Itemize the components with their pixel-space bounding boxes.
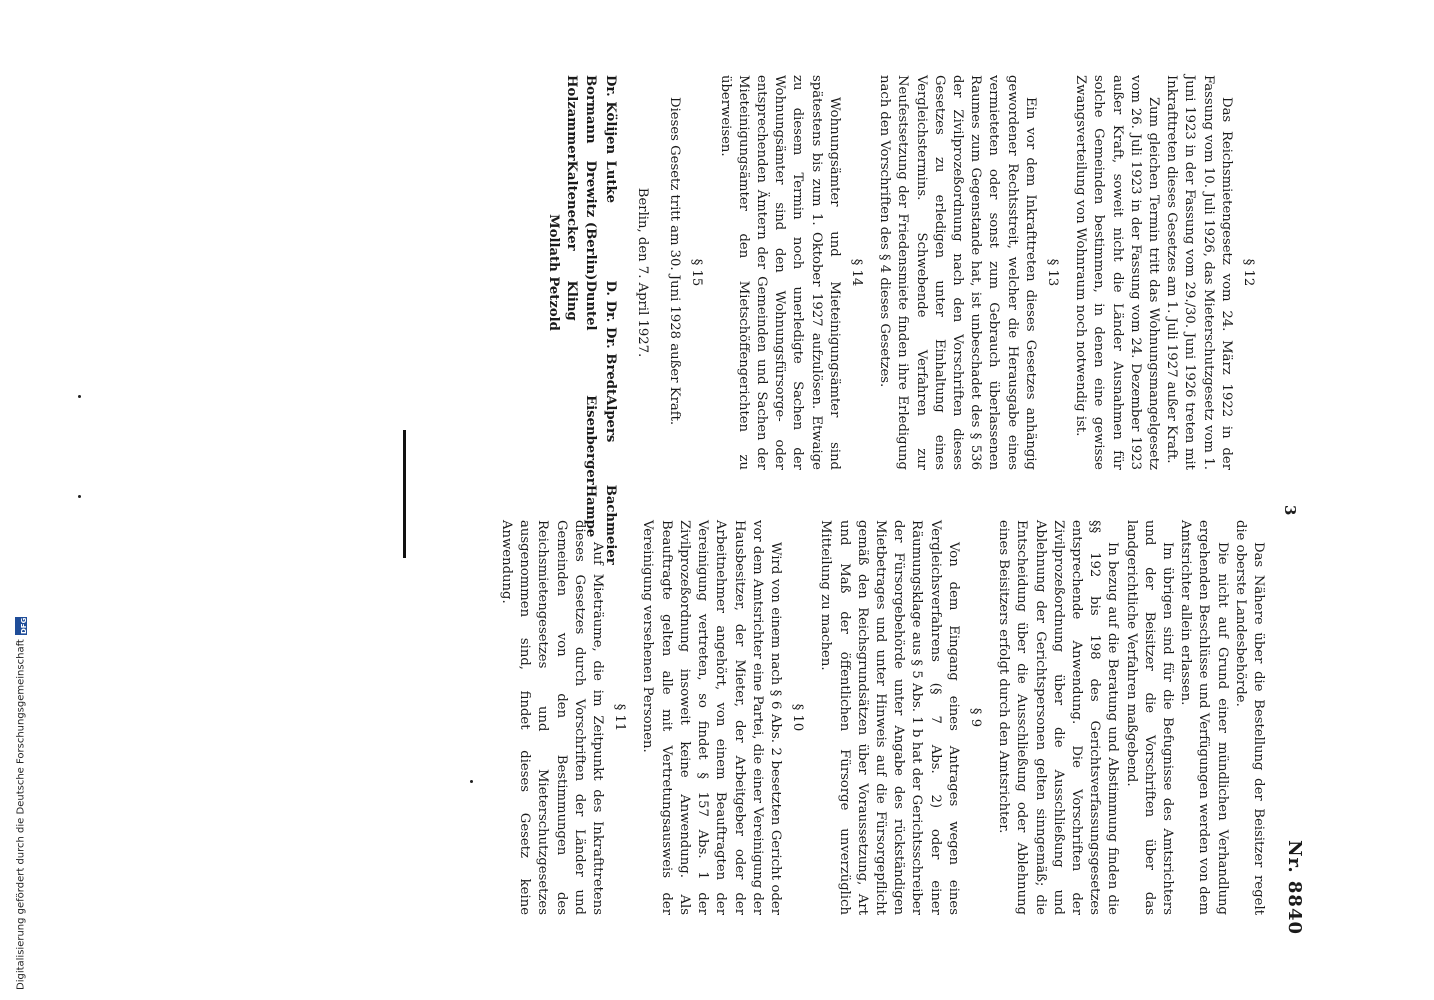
signatory-name: Dr. Kölijen	[602, 75, 618, 155]
paragraph: In bezug auf die Beratung und Abstimmung finden die §§ 192 bis 198 des Gerichtsverfassungsgesetzes entsprechende Anwendung. Die Vorschriften der Zivilprozeßordnung über die Ausschließung und Ablehnung der Gerichtspersonen gelten sinngemäß; die Entscheidung über die Ausschließung oder Ablehnung eines Beisitzers erfolgt durch den Amtsrichter.	[996, 520, 1121, 915]
signatory-name: Eisenberger	[583, 395, 599, 485]
paragraph: Ein vor dem Inkrafttreten dieses Gesetzes anhängig gewordener Rechtsstreit, welcher die Herausgabe eines vermieteten oder sonst zum Gebrauch überlassenen Raumes zum Gegenstande hat, ist unbeschadet des § 536 der Zivilprozeßordnung nach den Vorschriften dieses Gesetzes zu erledigen unter Einhaltung eines Vergleichstermins. Schwebende Verfahren zur Neufestsetzung der Friedensmiete finden ihre Erledigung nach den Vorschriften des § 4 dieses Gesetzes.	[877, 75, 1038, 470]
signatories-last-line: Mollath Petzold	[546, 214, 562, 331]
section-heading: § 9	[967, 707, 983, 728]
section-heading: § 10	[790, 703, 806, 732]
section-heading: § 11	[612, 703, 628, 732]
scan-speck	[78, 495, 81, 498]
scan-speck	[470, 780, 473, 783]
signatory-name: Alpers	[602, 395, 618, 443]
date-line: Berlin, den 7. April 1927.	[634, 187, 650, 358]
digitization-note-text: Digitalisierung gefördert durch die Deutsche Forschungsgemeinschaft	[15, 639, 27, 990]
paragraph: Das Reichsmietengesetz vom 24. März 1922 in der Fassung vom 10. Juli 1926, das Mieterschutzgesetz vom 1. Juni 1923 in der Fassung vom 29./30. Juni 1926 treten mit Inkrafttreten dieses Gesetzes am 1. Juli 1927 außer Kraft.	[1164, 75, 1234, 470]
signatory-name: Kaltenecker	[564, 160, 580, 251]
right-column	[544, 75, 1267, 565]
paragraph: Wohnungsämter und Mieteinigungsämter sind spätestens bis zum 1. Oktober 1927 aufzulösen. Etwaige zu diesem Termin noch unerledigte Sachen der Wohnungsämter sind den Wohnungsfürsorge- oder entsprechenden Ämtern der Gemeinden und Sachen der Mieteinigungsämter den Mietschöffengerichten zu überweisen.	[717, 75, 842, 470]
section-heading: § 14	[848, 258, 864, 287]
page-header	[1265, 75, 1305, 935]
signatory-name: Bormann	[583, 75, 599, 144]
section-heading: § 15	[689, 258, 705, 287]
signatory-name: Lutke	[602, 160, 618, 204]
section-heading: § 12	[1241, 258, 1256, 287]
dfg-logo: DFG	[15, 617, 27, 635]
signatories	[562, 75, 619, 565]
digitization-note	[14, 600, 28, 990]
paragraph: Wird von einem nach § 6 Abs. 2 besetzten Gericht oder vor dem Amtsrichter eine Partei, die einer Vereinigung der Hausbesitzer, der Mieter, der Arbeitgeber oder der Arbeitnehmer angehört, von einem Beauftragten der Vereinigung vertreten, so findet § 157 Abs. 1 der Zivilprozeßordnung insoweit keine Anwendung. Als Beauftragte gelten alle mit Vertretungsausweis der Vereinigung versehenen Personen.	[640, 520, 783, 915]
paragraph: Auf Mieträume, die im Zeitpunkt des Inkrafttretens dieses Gesetzes durch Vorschriften der Länder und Gemeinden von den Bestimmungen des Reichsmietengesetzes und Mieterschutzgesetzes ausgenommen sind, findet dieses Gesetz keine Anwendung.	[499, 520, 606, 915]
scan-speck	[78, 395, 81, 398]
section-heading: § 13	[1044, 258, 1060, 287]
paragraph: Von dem Eingang eines Antrages wegen eines Vergleichsverfahrens (§ 7 Abs. 2) oder einer Räumungsklage aus § 5 Abs. 1 b hat der Gerichtsschreiber der Fürsorgebehörde unter Angabe des rückständigen Mietbetrages und unter Hinweis auf die Fürsorgepflicht gemäß den Reichsgrundsätzen über Voraussetzung, Art und Maß der öffentlichen Fürsorge unverzüglich Mitteilung zu machen.	[818, 520, 961, 915]
signatory-name: Duntel	[583, 280, 599, 331]
paragraph: Die nicht auf Grund einer mündlichen Verhandlung ergehenden Beschlüsse und Verfügungen werden von dem Amtsrichter allein erlassen.	[1178, 520, 1230, 915]
signatory-name: Holzammer	[564, 75, 580, 161]
signatory-name: D. Dr. Dr. Bredt	[602, 280, 618, 396]
paragraph: Zum gleichen Termin tritt das Wohnungsmangelgesetz vom 26. Juli 1923 in der Fassung vom 24. Dezember 1923 außer Kraft, soweit nicht die Länder Ausnahmen für solche Gemeinden bestimmen, in denen eine gewisse Zwangsverteilung von Wohnraum noch notwendig ist.	[1073, 75, 1161, 470]
rotated-document	[475, 75, 1305, 935]
vertical-rule	[403, 430, 406, 558]
paragraph: Dieses Gesetz tritt am 30. Juni 1928 außer Kraft.	[667, 97, 683, 426]
paragraph: Das Nähere über die Bestellung der Beisitzer regelt die oberste Landesbehörde.	[1232, 520, 1266, 915]
signatory-name: Hampe	[583, 484, 599, 538]
signatory-name: Drewitz (Berlin)	[583, 160, 599, 281]
signatory-name: Bachmeier	[602, 484, 618, 565]
page-number: 3	[1281, 505, 1299, 516]
paragraph: Im übrigen sind für die Befugnisse des Amtsrichters und der Beisitzer die Vorschriften über das landgerichtliche Verfahren maßgebend.	[1123, 520, 1175, 915]
signatory-name: Kling	[564, 280, 580, 321]
document-number: Nr. 8840	[1284, 840, 1305, 935]
left-column	[497, 520, 1267, 915]
